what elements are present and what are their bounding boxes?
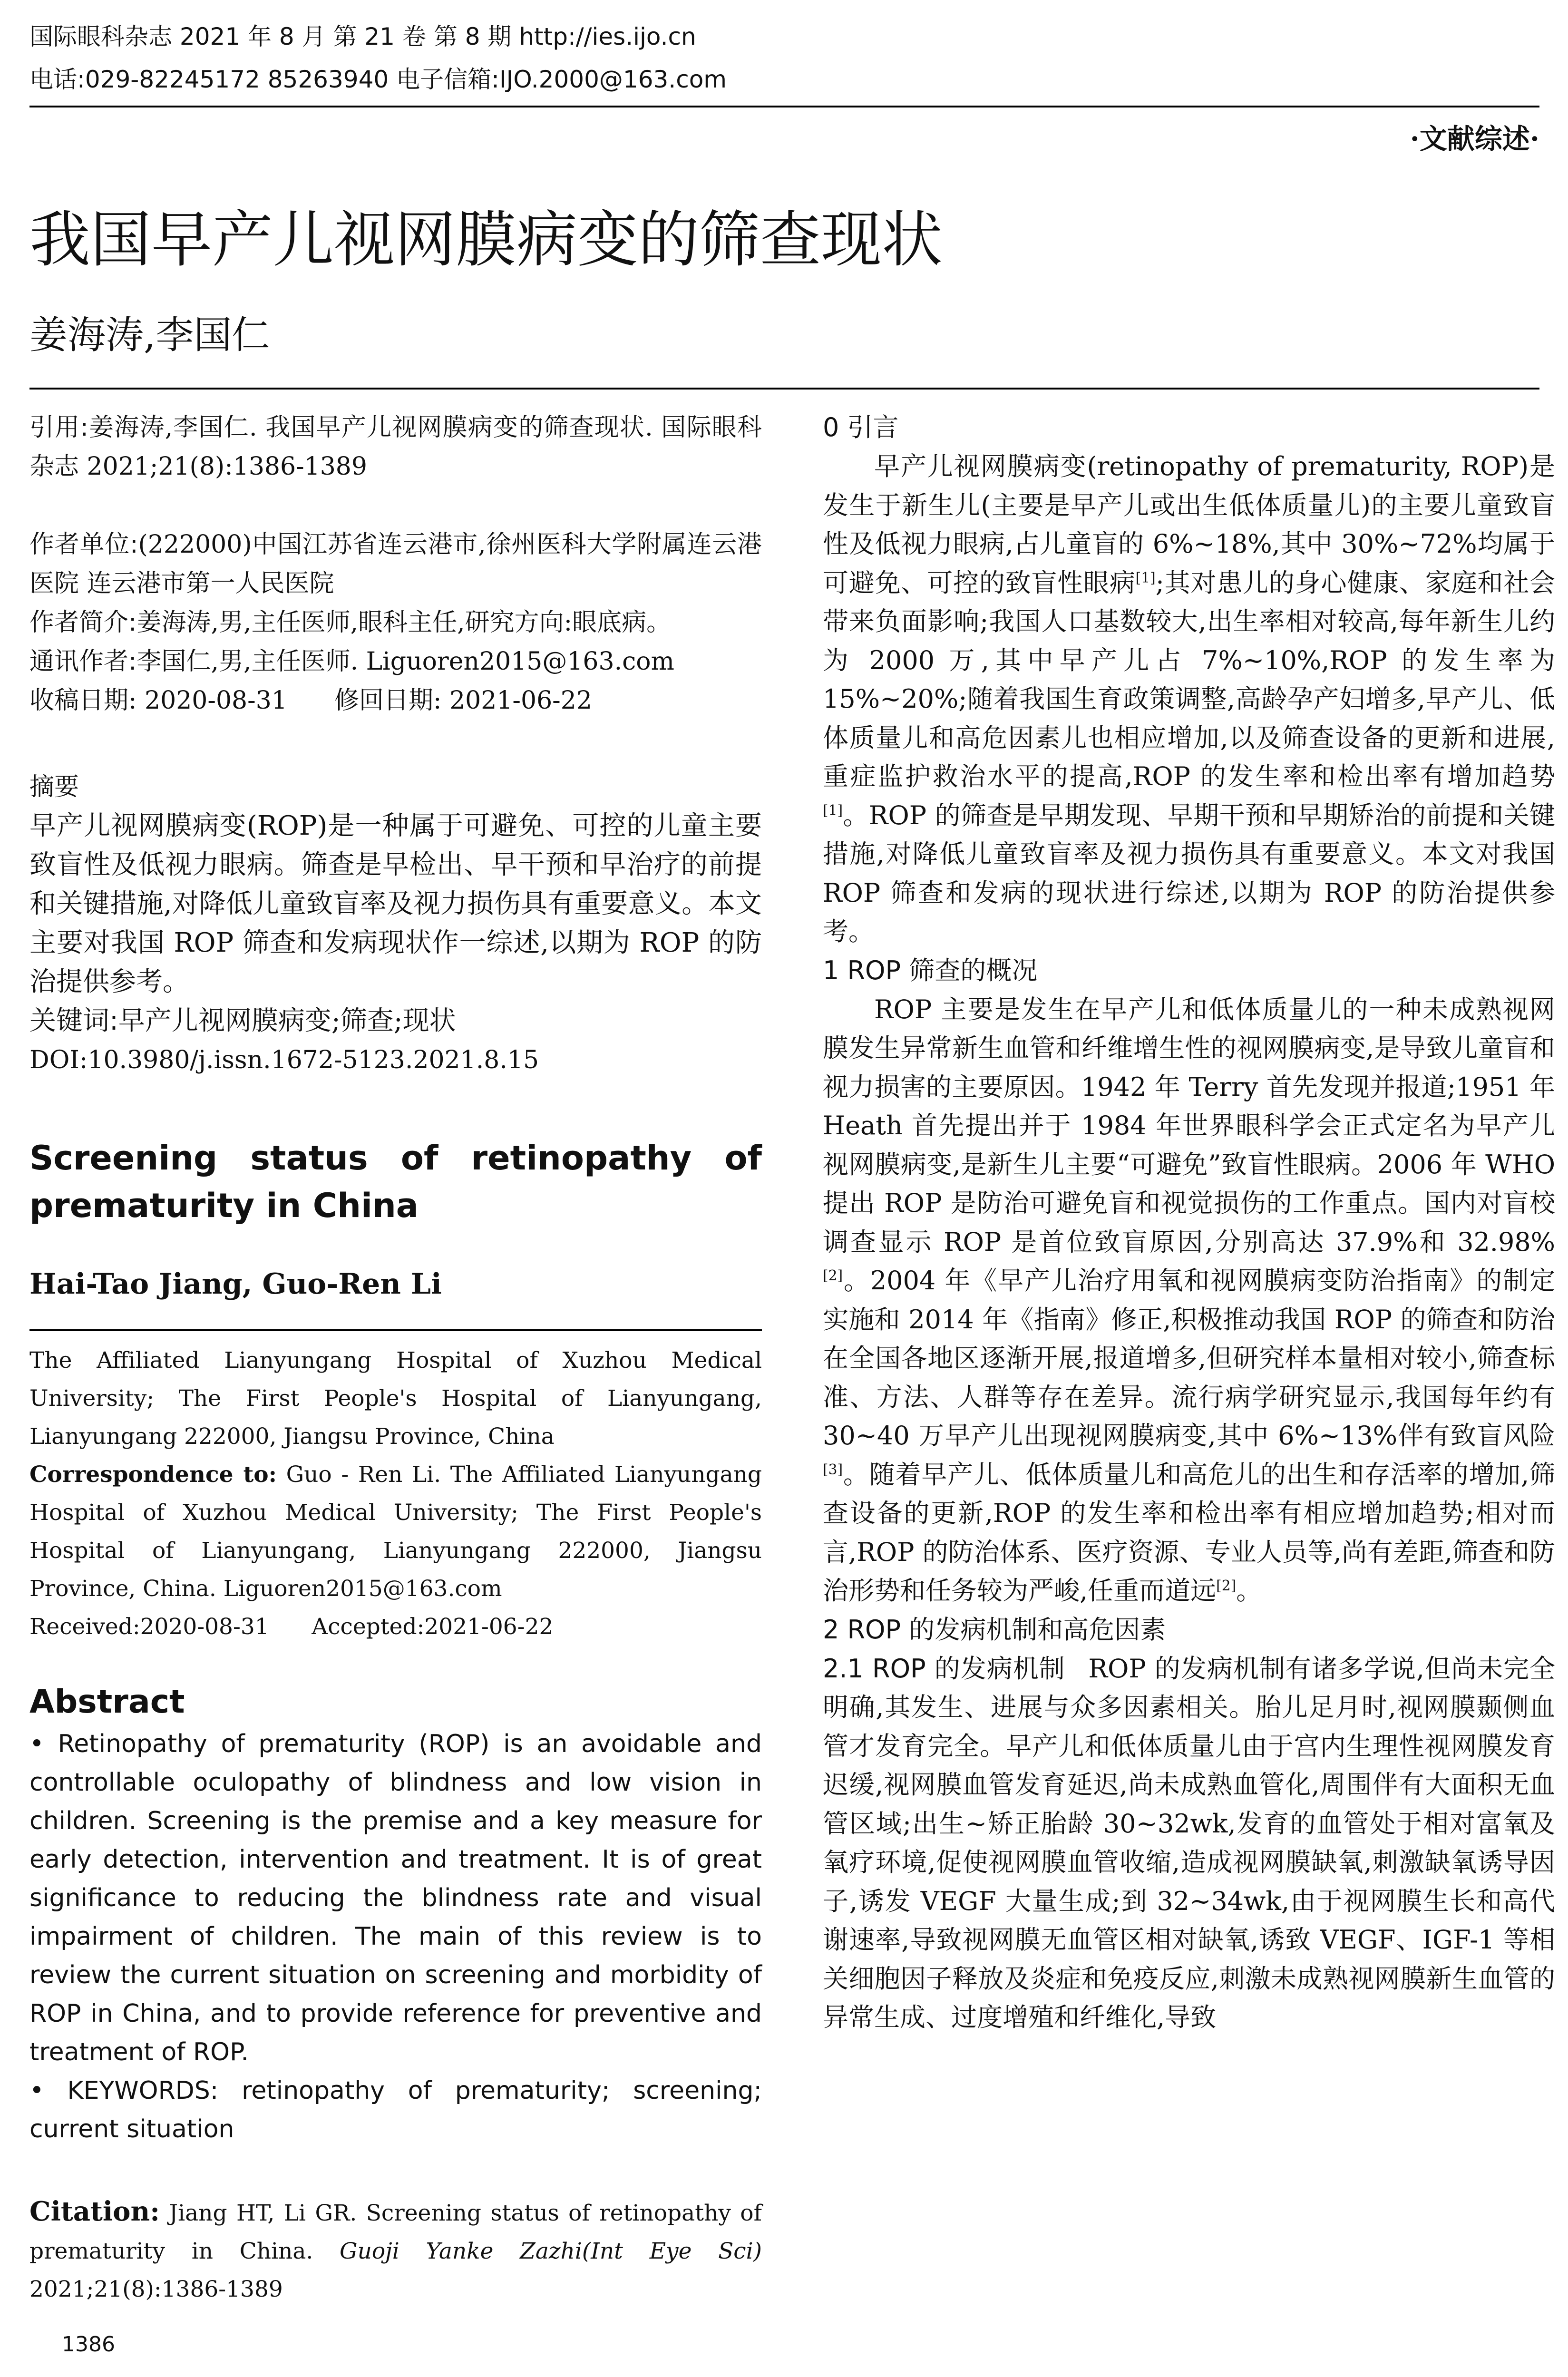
english-citation-tail: 2021;21(8):1386-1389 <box>29 2276 283 2302</box>
english-keywords-label: KEYWORDS: <box>67 2076 219 2105</box>
corresponding-label: 通讯作者: <box>29 647 137 676</box>
reference-mark: [2] <box>823 1267 843 1284</box>
right-column <box>823 408 1555 2037</box>
text-run: 。随着早产儿、低体质量儿和高危儿的出生和存活率的增加,筛查设备的更新,ROP 的发生率和检出率有相应增加趋势;相对而言,ROP 的防治体系、医疗资源、专业人员等,尚有差距,筛查和防治形势和任务较为严峻,任重而道远 <box>823 1459 1555 1606</box>
english-citation-text: Jiang HT, Li GR. Screening status of retinopathy of prematurity in China. <box>29 2200 762 2264</box>
article-authors: 姜海涛,李国仁 <box>29 313 270 357</box>
section-tag: ·文献综述· <box>1410 123 1539 155</box>
text-run: ;其对患儿的身心健康、家庭和社会带来负面影响;我国人口基数较大,出生率相对较高,每年新生儿约为 2000 万,其中早产儿占 7%~10%,ROP 的发生率为 15%~20%;随着我国生育政策调整,高龄孕产妇增多,早产儿、低体质量儿和高危因素儿也相应增加,以及筛查设备的更新和进展,重症监护救治水平的提高,ROP 的发生率和检出率有增加趋势 <box>823 567 1556 791</box>
left-column <box>29 408 762 2309</box>
author-bio-label: 作者简介: <box>29 608 137 637</box>
section-2-1-heading: 2.1 ROP 的发病机制 <box>823 1653 1065 1684</box>
reference-mark: [1] <box>1135 569 1156 586</box>
article-title: 我国早产儿视网膜病变的筛查现状 <box>29 205 943 275</box>
author-bio-text: 姜海涛,男,主任医师,眼科主任,研究方向:眼底病。 <box>136 608 672 637</box>
doi: DOI:10.3980/j.issn.1672-5123.2021.8.15 <box>29 1046 539 1074</box>
section-2-heading: 2 ROP 的发病机制和高危因素 <box>823 1614 1166 1645</box>
text-run: ROP 的发病机制有诸多学说,但尚未完全明确,其发生、进展与众多因素相关。胎儿足月时,视网膜颞侧血管才发育完全。早产儿和低体质量儿由于宫内生理性视网膜发育迟缓,视网膜血管发育延迟,尚未成熟血管化,周围伴有大面积无血管区域;出生~矫正胎龄 30~32wk,发育的血管处于相对富氧及氧疗环境,促使视网膜血管收缩,造成视网膜缺氧,刺激缺氧诱导因子,诱发 VEGF 大量生成;到 32~34wk,由于视网膜生长和高代谢速率,导致视网膜无血管区相对缺氧,诱致 VEGF、IGF-1 等相关细胞因子释放及炎症和免疫反应,刺激未成熟视网膜新生血管的异常生成、过度增殖和纤维化,导致 <box>823 1653 1556 2032</box>
title-rule <box>29 388 1539 390</box>
keywords <box>29 1002 762 1041</box>
section-2-1-paragraph <box>823 1649 1555 2037</box>
english-abstract-body: Retinopathy of prematurity (ROP) is an avoidable and controllable oculopathy of blindness and low vision in children. Screening is the premise and a key measure for early detection, intervention and treatment. It is of great significance to reducing the blindness rate and visual impairment of children. The main of this review is to review the current situation on screening and morbidity of ROP in China, and to provide reference for preventive and treatment of ROP. <box>29 1730 762 2066</box>
received-dates: 收稿日期: 2020-08-31 修回日期: 2021-06-22 <box>29 686 592 715</box>
bullet-icon: • <box>29 2076 68 2105</box>
section-0-paragraph <box>823 447 1555 951</box>
affiliation-text: (222000)中国江苏省连云港市,徐州医科大学附属连云港医院 连云港市第一人民医院 <box>29 530 762 598</box>
text-run: 。ROP 的筛查是早期发现、早期干预和早期矫治的前提和关键措施,对降低儿童致盲率及视力损伤具有重要意义。本文对我国 ROP 筛查和发病的现状进行综述,以期为 ROP 的防治提供参考。 <box>823 800 1555 946</box>
english-authors-rule <box>29 1329 762 1331</box>
affiliation-label: 作者单位: <box>29 530 138 559</box>
section-1-paragraph <box>823 990 1555 1610</box>
section-0-heading: 0 引言 <box>823 412 899 442</box>
corresponding-author <box>29 642 762 681</box>
citation-block <box>29 408 762 486</box>
bullet-icon: • <box>29 1730 58 1758</box>
keywords-label: 关键词: <box>29 1005 118 1036</box>
reference-mark: [3] <box>823 1461 843 1478</box>
text-run: 早产儿视网膜病变(retinopathy of prematurity, ROP)是发生于新生儿(主要是早产儿或出生低体质量儿)的主要儿童致盲性及低视力眼病,占儿童盲的 6%~18%,其中 30%~72%均属于可避免、可控的致盲性眼病 <box>823 451 1555 598</box>
section-1-heading: 1 ROP 筛查的概况 <box>823 955 1038 985</box>
text-run: 。 <box>1236 1576 1262 1606</box>
english-correspondence-text: Guo - Ren Li. The Affiliated Lianyungang Hospital of Xuzhou Medical University; The First People's Hospital of Lianyungang, Lianyungang 222000, Jiangsu Province, China. Liguoren2015@163.com <box>29 1461 762 1602</box>
english-received: Received:2020-08-31 Accepted:2021-06-22 <box>29 1614 554 1640</box>
abstract-text: 早产儿视网膜病变(ROP)是一种属于可避免、可控的儿童主要致盲性及低视力眼病。筛查是早检出、早干预和早治疗的前提和关键措施,对降低儿童致盲率及视力损伤具有重要意义。本文主要对我国 ROP 筛查和发病现状作一综述,以期为 ROP 的防治提供参考。 <box>29 810 762 997</box>
reference-mark: [2] <box>1216 1578 1237 1594</box>
corresponding-text: 李国仁,男,主任医师. Liguoren2015@163.com <box>136 647 674 676</box>
english-affiliation: The Affiliated Lianyungang Hospital of Xuzhou Medical University; The First People's Hospital of Lianyungang, Lianyungang 222000, Jiangsu Province, China <box>29 1347 762 1450</box>
english-abstract-heading: Abstract <box>29 1683 185 1721</box>
english-keywords <box>29 2072 762 2149</box>
english-authors: Hai-Tao Jiang, Guo-Ren Li <box>29 1267 442 1301</box>
citation-label: 引用: <box>29 413 88 442</box>
citation-text: 姜海涛,李国仁. 我国早产儿视网膜病变的筛查现状. 国际眼科杂志 2021;21(8):1386-1389 <box>29 413 762 481</box>
english-citation-journal: Guoji Yanke Zazhi(Int Eye Sci) <box>313 2238 762 2264</box>
affiliation-block <box>29 525 762 603</box>
keywords-text: 早产儿视网膜病变;筛查;现状 <box>118 1005 456 1036</box>
english-abstract-text <box>29 1725 762 2072</box>
text-run: 。2004 年《早产儿治疗用氧和视网膜病变防治指南》的制定实施和 2014 年《指南》修正,积极推动我国 ROP 的筛查和防治在全国各地区逐渐开展,报道增多,但研究样本量相对较小,筛查标准、方法、人群等存在差异。流行病学研究显示,我国每年约有 30~40 万早产儿出现视网膜病变,其中 6%~13%伴有致盲风险 <box>823 1266 1555 1451</box>
text-run: ROP 主要是发生在早产儿和低体质量儿的一种未成熟视网膜发生异常新生血管和纤维增生性的视网膜病变,是导致儿童盲和视力损害的主要原因。1942 年 Terry 首先发现并报道;1951 年 Heath 首先提出并于 1984 年世界眼科学会正式定名为早产儿视网膜病变,是新生儿主要“可避免”致盲性眼病。2006 年 WHO 提出 ROP 是防治可避免盲和视觉损伤的工作重点。国内对盲校调查显示 ROP 是首位致盲原因,分别高达 37.9%和 32.98% <box>823 994 1555 1257</box>
english-citation-label: Citation: <box>29 2196 160 2227</box>
english-citation <box>29 2192 762 2309</box>
english-correspondence-label: Correspondence to: <box>29 1461 277 1488</box>
page-number: 1386 <box>62 2332 115 2357</box>
english-title: Screening status of retinopathy of prematurity in China <box>29 1139 762 1225</box>
journal-header-line1: 国际眼科杂志 2021 年 8 月 第 21 卷 第 8 期 http://ies.ijo.cn <box>29 23 696 50</box>
abstract-heading: 摘要 <box>29 773 79 801</box>
english-correspondence <box>29 1456 762 1608</box>
author-bio <box>29 603 762 642</box>
english-keywords-text: retinopathy of prematurity; screening; current situation <box>29 2076 762 2143</box>
reference-mark: [1] <box>823 802 843 819</box>
header-rule <box>29 106 1539 107</box>
journal-header-line2: 电话:029-82245172 85263940 电子信箱:IJO.2000@163.com <box>29 66 727 93</box>
